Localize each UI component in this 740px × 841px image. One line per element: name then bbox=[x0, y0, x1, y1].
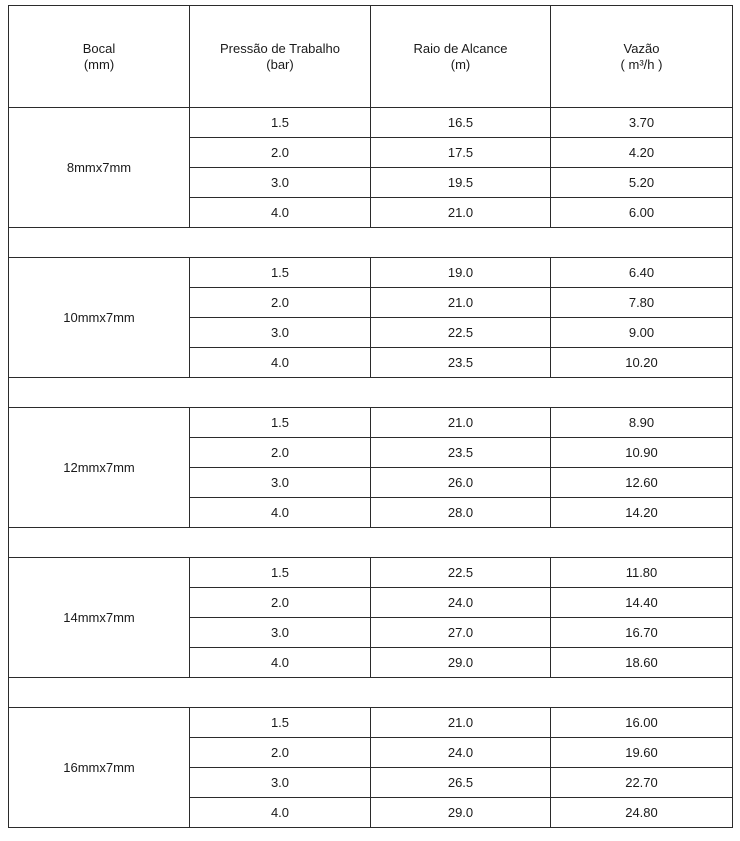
radius-cell: 22.5 bbox=[371, 318, 551, 348]
spacer-cell bbox=[9, 678, 733, 708]
pressure-cell: 4.0 bbox=[190, 348, 371, 378]
header-nozzle-title: Bocal bbox=[82, 40, 116, 56]
nozzle-cell: 10mmx7mm bbox=[9, 258, 190, 378]
table-row bbox=[9, 108, 733, 138]
pressure-cell: 3.0 bbox=[190, 618, 371, 648]
spacer-cell bbox=[9, 528, 733, 558]
radius-cell: 22.5 bbox=[371, 558, 551, 588]
table-row bbox=[9, 408, 733, 438]
flow-cell: 7.80 bbox=[551, 288, 733, 318]
nozzle-cell: 12mmx7mm bbox=[9, 408, 190, 528]
performance-table bbox=[8, 5, 733, 828]
flow-cell: 19.60 bbox=[551, 738, 733, 768]
header-pressure bbox=[190, 6, 371, 108]
radius-cell: 26.0 bbox=[371, 468, 551, 498]
radius-cell: 19.0 bbox=[371, 258, 551, 288]
pressure-cell: 2.0 bbox=[190, 738, 371, 768]
radius-cell: 28.0 bbox=[371, 498, 551, 528]
radius-cell: 29.0 bbox=[371, 648, 551, 678]
spacer-cell bbox=[9, 378, 733, 408]
nozzle-cell: 8mmx7mm bbox=[9, 108, 190, 228]
flow-cell: 16.00 bbox=[551, 708, 733, 738]
radius-cell: 21.0 bbox=[371, 408, 551, 438]
header-nozzle-unit: (mm) bbox=[83, 56, 115, 72]
flow-cell: 11.80 bbox=[551, 558, 733, 588]
flow-cell: 14.40 bbox=[551, 588, 733, 618]
header-flow bbox=[551, 6, 733, 108]
pressure-cell: 1.5 bbox=[190, 258, 371, 288]
radius-cell: 21.0 bbox=[371, 708, 551, 738]
flow-cell: 22.70 bbox=[551, 768, 733, 798]
nozzle-cell: 16mmx7mm bbox=[9, 708, 190, 828]
flow-cell: 5.20 bbox=[551, 168, 733, 198]
pressure-cell: 4.0 bbox=[190, 648, 371, 678]
radius-cell: 19.5 bbox=[371, 168, 551, 198]
flow-cell: 10.20 bbox=[551, 348, 733, 378]
radius-cell: 24.0 bbox=[371, 588, 551, 618]
pressure-cell: 2.0 bbox=[190, 138, 371, 168]
flow-cell: 9.00 bbox=[551, 318, 733, 348]
flow-cell: 16.70 bbox=[551, 618, 733, 648]
flow-cell: 24.80 bbox=[551, 798, 733, 828]
spacer-row bbox=[9, 528, 733, 558]
flow-cell: 12.60 bbox=[551, 468, 733, 498]
pressure-cell: 1.5 bbox=[190, 558, 371, 588]
radius-cell: 17.5 bbox=[371, 138, 551, 168]
pressure-cell: 1.5 bbox=[190, 108, 371, 138]
header-row bbox=[9, 6, 733, 108]
pressure-cell: 4.0 bbox=[190, 198, 371, 228]
pressure-cell: 1.5 bbox=[190, 408, 371, 438]
flow-cell: 3.70 bbox=[551, 108, 733, 138]
header-pressure-title: Pressão de Trabalho bbox=[220, 40, 340, 56]
pressure-cell: 2.0 bbox=[190, 438, 371, 468]
radius-cell: 21.0 bbox=[371, 198, 551, 228]
radius-cell: 26.5 bbox=[371, 768, 551, 798]
flow-cell: 6.40 bbox=[551, 258, 733, 288]
flow-cell: 14.20 bbox=[551, 498, 733, 528]
table-row bbox=[9, 558, 733, 588]
table-row bbox=[9, 708, 733, 738]
radius-cell: 27.0 bbox=[371, 618, 551, 648]
flow-cell: 6.00 bbox=[551, 198, 733, 228]
pressure-cell: 3.0 bbox=[190, 768, 371, 798]
radius-cell: 29.0 bbox=[371, 798, 551, 828]
spacer-cell bbox=[9, 228, 733, 258]
spacer-row bbox=[9, 228, 733, 258]
flow-cell: 18.60 bbox=[551, 648, 733, 678]
radius-cell: 23.5 bbox=[371, 348, 551, 378]
spacer-row bbox=[9, 378, 733, 408]
pressure-cell: 2.0 bbox=[190, 288, 371, 318]
pressure-cell: 1.5 bbox=[190, 708, 371, 738]
nozzle-cell: 14mmx7mm bbox=[9, 558, 190, 678]
pressure-cell: 4.0 bbox=[190, 798, 371, 828]
header-nozzle bbox=[9, 6, 190, 108]
pressure-cell: 4.0 bbox=[190, 498, 371, 528]
header-flow-title: Vazão bbox=[623, 40, 660, 56]
header-flow-unit: ( m³/h ) bbox=[620, 56, 663, 72]
radius-cell: 23.5 bbox=[371, 438, 551, 468]
table-row bbox=[9, 258, 733, 288]
spacer-row bbox=[9, 678, 733, 708]
pressure-cell: 3.0 bbox=[190, 468, 371, 498]
header-pressure-unit: (bar) bbox=[266, 56, 294, 72]
header-radius-title: Raio de Alcance bbox=[413, 40, 508, 56]
flow-cell: 10.90 bbox=[551, 438, 733, 468]
radius-cell: 16.5 bbox=[371, 108, 551, 138]
pressure-cell: 3.0 bbox=[190, 318, 371, 348]
header-radius-unit: (m) bbox=[450, 56, 471, 72]
header-radius bbox=[371, 6, 551, 108]
flow-cell: 4.20 bbox=[551, 138, 733, 168]
flow-cell: 8.90 bbox=[551, 408, 733, 438]
pressure-cell: 2.0 bbox=[190, 588, 371, 618]
pressure-cell: 3.0 bbox=[190, 168, 371, 198]
radius-cell: 21.0 bbox=[371, 288, 551, 318]
radius-cell: 24.0 bbox=[371, 738, 551, 768]
